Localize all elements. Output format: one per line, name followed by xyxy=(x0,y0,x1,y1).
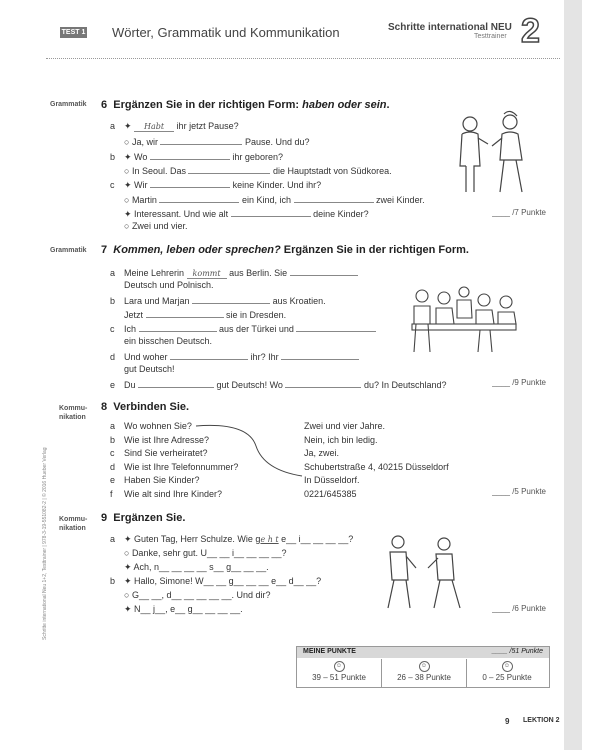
ex8-tag-line2: nikation xyxy=(59,414,86,421)
ex6-blank-b1[interactable] xyxy=(150,150,230,160)
ex7-b2-text: sie in Dresden. xyxy=(226,310,287,320)
ex6-points: ____ /7 Punkte xyxy=(492,208,546,217)
bullet-icon: ✦ xyxy=(124,562,134,572)
ex7-heading xyxy=(101,244,469,256)
ex8-right-item[interactable]: Zwei und vier Jahre. xyxy=(304,421,386,431)
ex6-a2-text: Pause. Und du? xyxy=(244,137,310,147)
vertical-copyright: Schritte international Neu 1+2, Testtrainer | 978-3-19-551082-2 | © 2016 Hueber Verlag xyxy=(42,447,48,640)
ex8-right-list xyxy=(304,421,449,502)
circle-bullet-icon: ○ xyxy=(124,548,132,558)
ex7-heading-em: Kommen, leben oder sprechen? xyxy=(113,244,281,256)
score-box xyxy=(296,646,550,688)
ex7-number: 7 xyxy=(101,244,108,256)
ex6-row-b2 xyxy=(124,164,392,176)
ex6-b2-text: die Hauptstadt von Südkorea. xyxy=(273,166,392,176)
ex7-b-pre: Lara und Marjan xyxy=(124,296,190,306)
ex9-b2-text[interactable]: G__ __, d__ __ __ __ __. Und dir? xyxy=(131,590,271,600)
ex8-left-text[interactable]: Wo wohnen Sie? xyxy=(124,421,192,431)
ex9-label-b: b xyxy=(110,576,116,586)
smiley-icon: ☺ xyxy=(334,661,345,672)
ex7-blank-c2[interactable] xyxy=(296,322,376,332)
ex6-c2-mid: ein Kind, ich xyxy=(241,195,292,205)
bullet-icon: ✦ xyxy=(124,534,135,544)
ex6-a2-pre: Ja, wir xyxy=(131,137,158,147)
ex7-e-pre: Du xyxy=(124,380,136,390)
ex6-blank-c2b[interactable] xyxy=(294,193,374,203)
ex6-blank-c2a[interactable] xyxy=(159,193,239,203)
ex7-a-cont: Deutsch und Polnisch. xyxy=(124,280,214,290)
ex9-tag-line2: nikation xyxy=(59,525,86,532)
ex9-points: ____ /6 Punkte xyxy=(492,604,546,613)
ex8-left-label: b xyxy=(110,434,116,445)
ex7-points: ____ /9 Punkte xyxy=(492,378,546,387)
ex6-row-c3 xyxy=(124,207,369,220)
ex8-right-item[interactable]: 0221/645385 xyxy=(304,488,357,499)
ex7-illustration xyxy=(402,276,524,356)
ex7-c-text: aus der Türkei und xyxy=(219,324,294,334)
ex6-blank-b2[interactable] xyxy=(188,164,270,174)
ex9-a1-pre: Guten Tag, Herr Schulze. Wie g xyxy=(134,534,261,544)
ex7-row-b2 xyxy=(124,308,286,320)
ex6-number: 6 xyxy=(101,99,108,111)
ex9-answer-example: e h t xyxy=(260,535,279,544)
ex7-row-d xyxy=(110,350,359,362)
ex6-c1-text: keine Kinder. Und ihr? xyxy=(232,180,322,190)
score-cell-mid xyxy=(381,659,467,687)
ex8-left-text[interactable]: Wie ist Ihre Adresse? xyxy=(124,434,210,445)
ex7-row-a-cont xyxy=(124,280,214,290)
ex6-heading-em: haben oder sein xyxy=(302,99,387,111)
ex6-row-b1 xyxy=(110,150,283,163)
circle-bullet-icon: ○ xyxy=(124,195,132,205)
test-badge: TEST 1 xyxy=(61,29,86,36)
ex7-e-mid: gut Deutsch! Wo xyxy=(216,380,283,390)
ex6-label-b: b xyxy=(110,152,116,162)
ex9-row-a3 xyxy=(124,562,269,573)
ex6-label-a: a xyxy=(110,121,116,131)
ex8-tag xyxy=(59,404,87,422)
ex7-row-c-cont xyxy=(124,336,212,346)
ex6-answer-example: Habt xyxy=(134,122,174,132)
brand-title: Schritte international NEU xyxy=(388,22,512,33)
ex8-left-text[interactable]: Sind Sie verheiratet? xyxy=(124,448,208,458)
ex7-label-d: d xyxy=(110,352,116,362)
ex8-left-item xyxy=(110,489,238,503)
ex9-tag xyxy=(59,515,87,533)
ex7-a-pre: Meine Lehrerin xyxy=(124,268,185,278)
circle-bullet-icon: ○ xyxy=(124,590,132,600)
ex7-c-pre: Ich xyxy=(124,324,137,334)
ex8-left-label: d xyxy=(110,461,116,472)
bullet-icon: ✦ xyxy=(124,121,135,131)
ex8-right-item[interactable]: Ja, zwei. xyxy=(304,448,340,458)
brand-subtitle: Testtrainer xyxy=(474,33,507,40)
ex7-blank-c1[interactable] xyxy=(139,322,217,332)
circle-bullet-icon: ○ xyxy=(124,166,132,176)
ex6-blank-c3[interactable] xyxy=(231,207,311,217)
ex6-blank-c1[interactable] xyxy=(150,178,230,188)
ex9-a2-text[interactable]: Danke, sehr gut. U__ __ i__ __ __ __? xyxy=(131,548,287,558)
page-title: Wörter, Grammatik und Kommunikation xyxy=(112,25,340,40)
ex9-label-a: a xyxy=(110,534,116,544)
brand-number: 2 xyxy=(521,12,540,50)
ex9-row-a2 xyxy=(124,548,287,558)
ex9-b3-text[interactable]: N__ j__, e__ g__ __ __ __. xyxy=(134,604,243,614)
page-number: 9 xyxy=(505,717,510,726)
neutral-face-icon: ☺ xyxy=(419,661,430,672)
ex6-c3-text: deine Kinder? xyxy=(313,209,369,219)
ex7-row-e xyxy=(110,378,447,390)
ex8-left-label: e xyxy=(110,475,116,485)
ex7-blank-b2[interactable] xyxy=(146,308,224,318)
ex7-blank-e1[interactable] xyxy=(138,378,214,388)
ex8-number: 8 xyxy=(101,401,108,413)
ex6-row-a2 xyxy=(124,135,310,147)
bullet-icon: ✦ xyxy=(124,152,135,162)
score-range: 26 – 38 Punkte xyxy=(397,673,451,682)
ex7-row-c xyxy=(110,322,376,334)
ex8-right-item[interactable]: Nein, ich bin ledig. xyxy=(304,434,378,445)
ex9-row-b3 xyxy=(124,604,243,615)
ex9-heading xyxy=(101,512,185,524)
ex8-heading-text: Verbinden Sie. xyxy=(113,401,190,413)
ex7-label-e: e xyxy=(110,380,116,390)
ex7-e-text: du? In Deutschland? xyxy=(363,380,447,390)
ex7-c-cont: ein bisschen Deutsch. xyxy=(124,336,213,346)
ex8-heading xyxy=(101,401,189,413)
ex7-heading-text: Ergänzen Sie in der richtigen Form. xyxy=(280,244,469,256)
ex6-heading xyxy=(101,99,390,111)
ex8-left-text[interactable]: Haben Sie Kinder? xyxy=(124,475,200,485)
score-title: MEINE PUNKTE xyxy=(303,648,356,655)
lesson-label: LEKTION 2 xyxy=(523,717,560,724)
ex7-blank-d2[interactable] xyxy=(281,350,359,360)
ex7-blank-a[interactable] xyxy=(290,266,358,276)
ex7-a-text: aus Berlin. Sie xyxy=(229,268,288,278)
page-edge-strip xyxy=(564,0,582,750)
bullet-icon: ✦ xyxy=(124,209,135,219)
ex9-number: 9 xyxy=(101,512,108,524)
ex7-d-text: ihr? Ihr xyxy=(250,352,279,362)
ex6-heading-text: Ergänzen Sie in der richtigen Form: xyxy=(113,99,303,111)
ex7-blank-b[interactable] xyxy=(192,294,270,304)
ex7-d-cont: gut Deutsch! xyxy=(124,364,175,374)
ex9-heading-text: Ergänzen Sie. xyxy=(113,512,186,524)
ex8-points: ____ /5 Punkte xyxy=(492,487,546,496)
ex8-left-text[interactable]: Wie alt sind Ihre Kinder? xyxy=(124,488,223,499)
ex8-right-item[interactable]: In Düsseldorf. xyxy=(304,475,360,485)
ex9-tag-line1: Kommu- xyxy=(59,516,88,523)
ex8-left-label: c xyxy=(110,448,115,458)
ex7-label-c: c xyxy=(110,324,115,334)
ex8-tag-line1: Kommu- xyxy=(59,405,88,412)
ex8-example-connector xyxy=(190,422,310,482)
ex6-illustration xyxy=(448,104,538,196)
ex6-b1-text: ihr geboren? xyxy=(232,152,283,162)
score-range: 0 – 25 Punkte xyxy=(482,673,532,682)
ex8-right-item[interactable]: Schubertstraße 4, 40215 Düsseldorf xyxy=(304,461,449,472)
ex6-row-c4 xyxy=(124,221,187,231)
ex7-row-d-cont xyxy=(124,364,175,374)
score-total: ____ /51 Punkte xyxy=(492,648,543,655)
score-cell-high xyxy=(297,659,381,687)
ex7-row-b xyxy=(110,294,326,306)
ex8-left-text[interactable]: Wie ist Ihre Telefonnummer? xyxy=(124,461,239,472)
header-divider xyxy=(46,58,560,59)
bullet-icon: ✦ xyxy=(124,576,135,586)
ex6-row-a1 xyxy=(110,121,239,132)
ex7-b2-pre: Jetzt xyxy=(124,310,144,320)
circle-bullet-icon: ○ xyxy=(124,137,132,147)
ex6-label-c: c xyxy=(110,180,115,190)
ex9-illustration xyxy=(378,532,470,612)
score-cell-low xyxy=(465,659,549,687)
ex6-c3-pre: Interessant. Und wie alt xyxy=(134,209,229,219)
ex7-answer-example: kommt xyxy=(187,269,227,279)
score-header xyxy=(297,647,549,658)
ex7-label-b: b xyxy=(110,296,116,306)
bullet-icon: ✦ xyxy=(124,180,135,190)
ex6-row-c2 xyxy=(124,193,425,205)
ex7-blank-d1[interactable] xyxy=(170,350,248,360)
ex6-a1-text: ihr jetzt Pause? xyxy=(176,121,239,131)
ex6-c2-text: zwei Kinder. xyxy=(376,195,425,205)
ex7-row-a xyxy=(110,266,358,279)
ex6-tag: Grammatik xyxy=(50,101,87,108)
ex9-a3-text[interactable]: Ach, n__ __ __ __ s__ g__ __ __. xyxy=(133,562,269,572)
ex7-tag: Grammatik xyxy=(50,247,87,254)
ex9-row-b1 xyxy=(110,576,321,587)
score-range: 39 – 51 Punkte xyxy=(312,673,366,682)
ex6-c1-pre: Wir xyxy=(134,180,148,190)
ex7-b-text: aus Kroatien. xyxy=(272,296,326,306)
ex6-heading-end: . xyxy=(386,99,390,111)
ex7-d-pre: Und woher xyxy=(124,352,168,362)
ex6-c2-pre: Martin xyxy=(131,195,157,205)
ex6-blank-a2[interactable] xyxy=(160,135,242,145)
ex7-blank-e2[interactable] xyxy=(285,378,361,388)
ex8-left-label: f xyxy=(110,488,113,499)
ex6-c4-text: Zwei und vier. xyxy=(131,221,188,231)
ex9-row-b2 xyxy=(124,590,271,600)
bullet-icon: ✦ xyxy=(124,604,135,614)
ex6-b1-pre: Wo xyxy=(134,152,148,162)
ex9-row-a1 xyxy=(110,534,353,545)
sad-face-icon: ☺ xyxy=(502,661,513,672)
ex6-row-c1 xyxy=(110,178,321,191)
ex8-left-label: a xyxy=(110,421,116,431)
ex9-a1-text: e__ i__ __ __ __? xyxy=(278,534,354,544)
ex9-b1-text[interactable]: Hallo, Simone! W__ __ g__ __ __ e__ d__ __? xyxy=(134,576,322,586)
ex7-label-a: a xyxy=(110,268,116,278)
ex6-b2-pre: In Seoul. Das xyxy=(131,166,186,176)
circle-bullet-icon: ○ xyxy=(124,221,132,231)
